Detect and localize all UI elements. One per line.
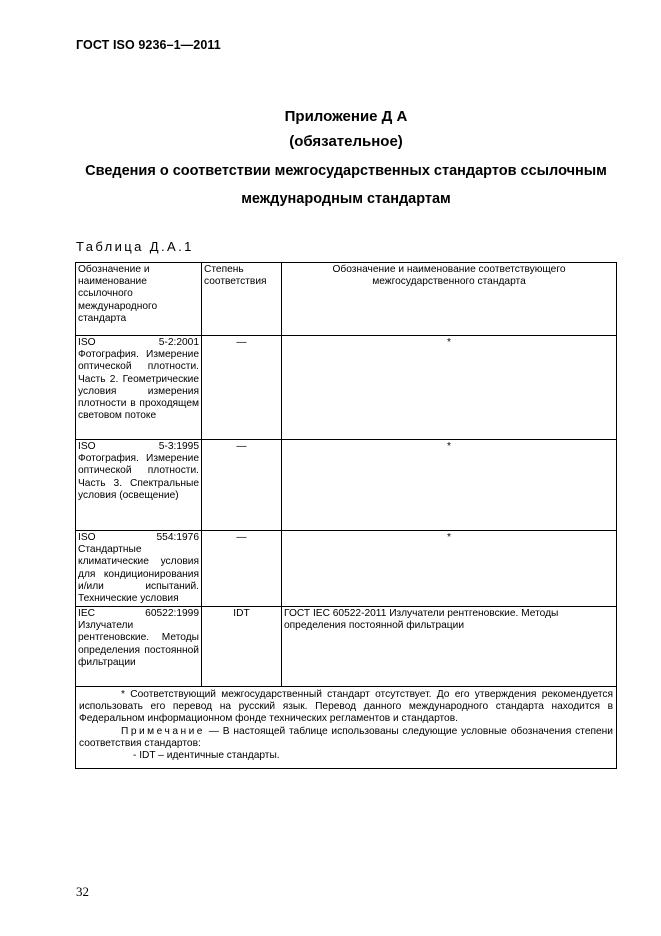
table-header-row <box>76 263 617 336</box>
degree-cell: — <box>202 336 282 440</box>
table-row <box>76 607 617 687</box>
intl-standard-cell: ISO 5-3:1995 Фотография. Измерение оптической плотности. Часть 3. Спектральные условия (освещение) <box>76 440 202 531</box>
document-code-header: ГОСТ ISO 9236–1—2011 <box>76 38 221 52</box>
degree-cell: IDT <box>202 607 282 687</box>
header-international-standard: Обозначение и наименование ссылочного международного стандарта <box>76 263 202 336</box>
annex-title: Приложение Д А <box>284 108 408 125</box>
degree-cell: — <box>202 531 282 607</box>
annex-subtitle: Сведения о соответствии межгосударственных стандартов ссылочным международным стандартам <box>85 163 607 207</box>
intl-standard-cell: ISO 5-2:2001 Фотография. Измерение оптической плотности. Часть 2. Геометрические условия измерения плотности в проходящем световом потоке <box>76 336 202 440</box>
interstate-standard-cell: * <box>282 336 617 440</box>
table-footnote-row <box>76 687 617 769</box>
interstate-standard-cell: * <box>282 531 617 607</box>
table-row <box>76 440 617 531</box>
header-degree-of-correspondence: Степень соответствия <box>202 263 282 336</box>
footnote-note <box>79 726 613 750</box>
intl-standard-cell: IEC 60522:1999 Излучатели рентгеновские. Методы определения постоянной фильтрации <box>76 607 202 687</box>
table-footnote <box>76 687 617 769</box>
degree-cell: — <box>202 440 282 531</box>
intl-standard-cell: ISO 554:1976 Стандартные климатические условия для кондиционирования и/или испытаний. Технические условия <box>76 531 202 607</box>
note-label: Примечание <box>121 725 205 737</box>
footnote-star: * Соответствующий межгосударственный стандарт отсутствует. До его утверждения рекомендуется использовать его перевод на русский язык. Перевод данного международного стандарта находится в Федеральном информационном фонде технических регламентов и стандартов. <box>79 689 613 725</box>
footnote-legend: - IDT – идентичные стандарты. <box>133 750 280 762</box>
table-row <box>76 531 617 607</box>
standards-correspondence-table <box>75 262 617 769</box>
annex-status: (обязательное) <box>289 133 403 150</box>
interstate-standard-cell: ГОСТ IEC 60522-2011 Излучатели рентгеновские. Методы определения постоянной фильтрации <box>282 607 617 687</box>
page-number: 32 <box>76 884 89 899</box>
table-caption: Таблица Д.А.1 <box>76 239 194 254</box>
table-row <box>76 336 617 440</box>
note-text: — В настоящей таблице использованы следующие условные обозначения степени соответствия стандартов: <box>79 725 613 749</box>
header-interstate-standard: Обозначение и наименование соответствующего межгосударственного стандарта <box>282 263 617 336</box>
interstate-standard-cell: * <box>282 440 617 531</box>
